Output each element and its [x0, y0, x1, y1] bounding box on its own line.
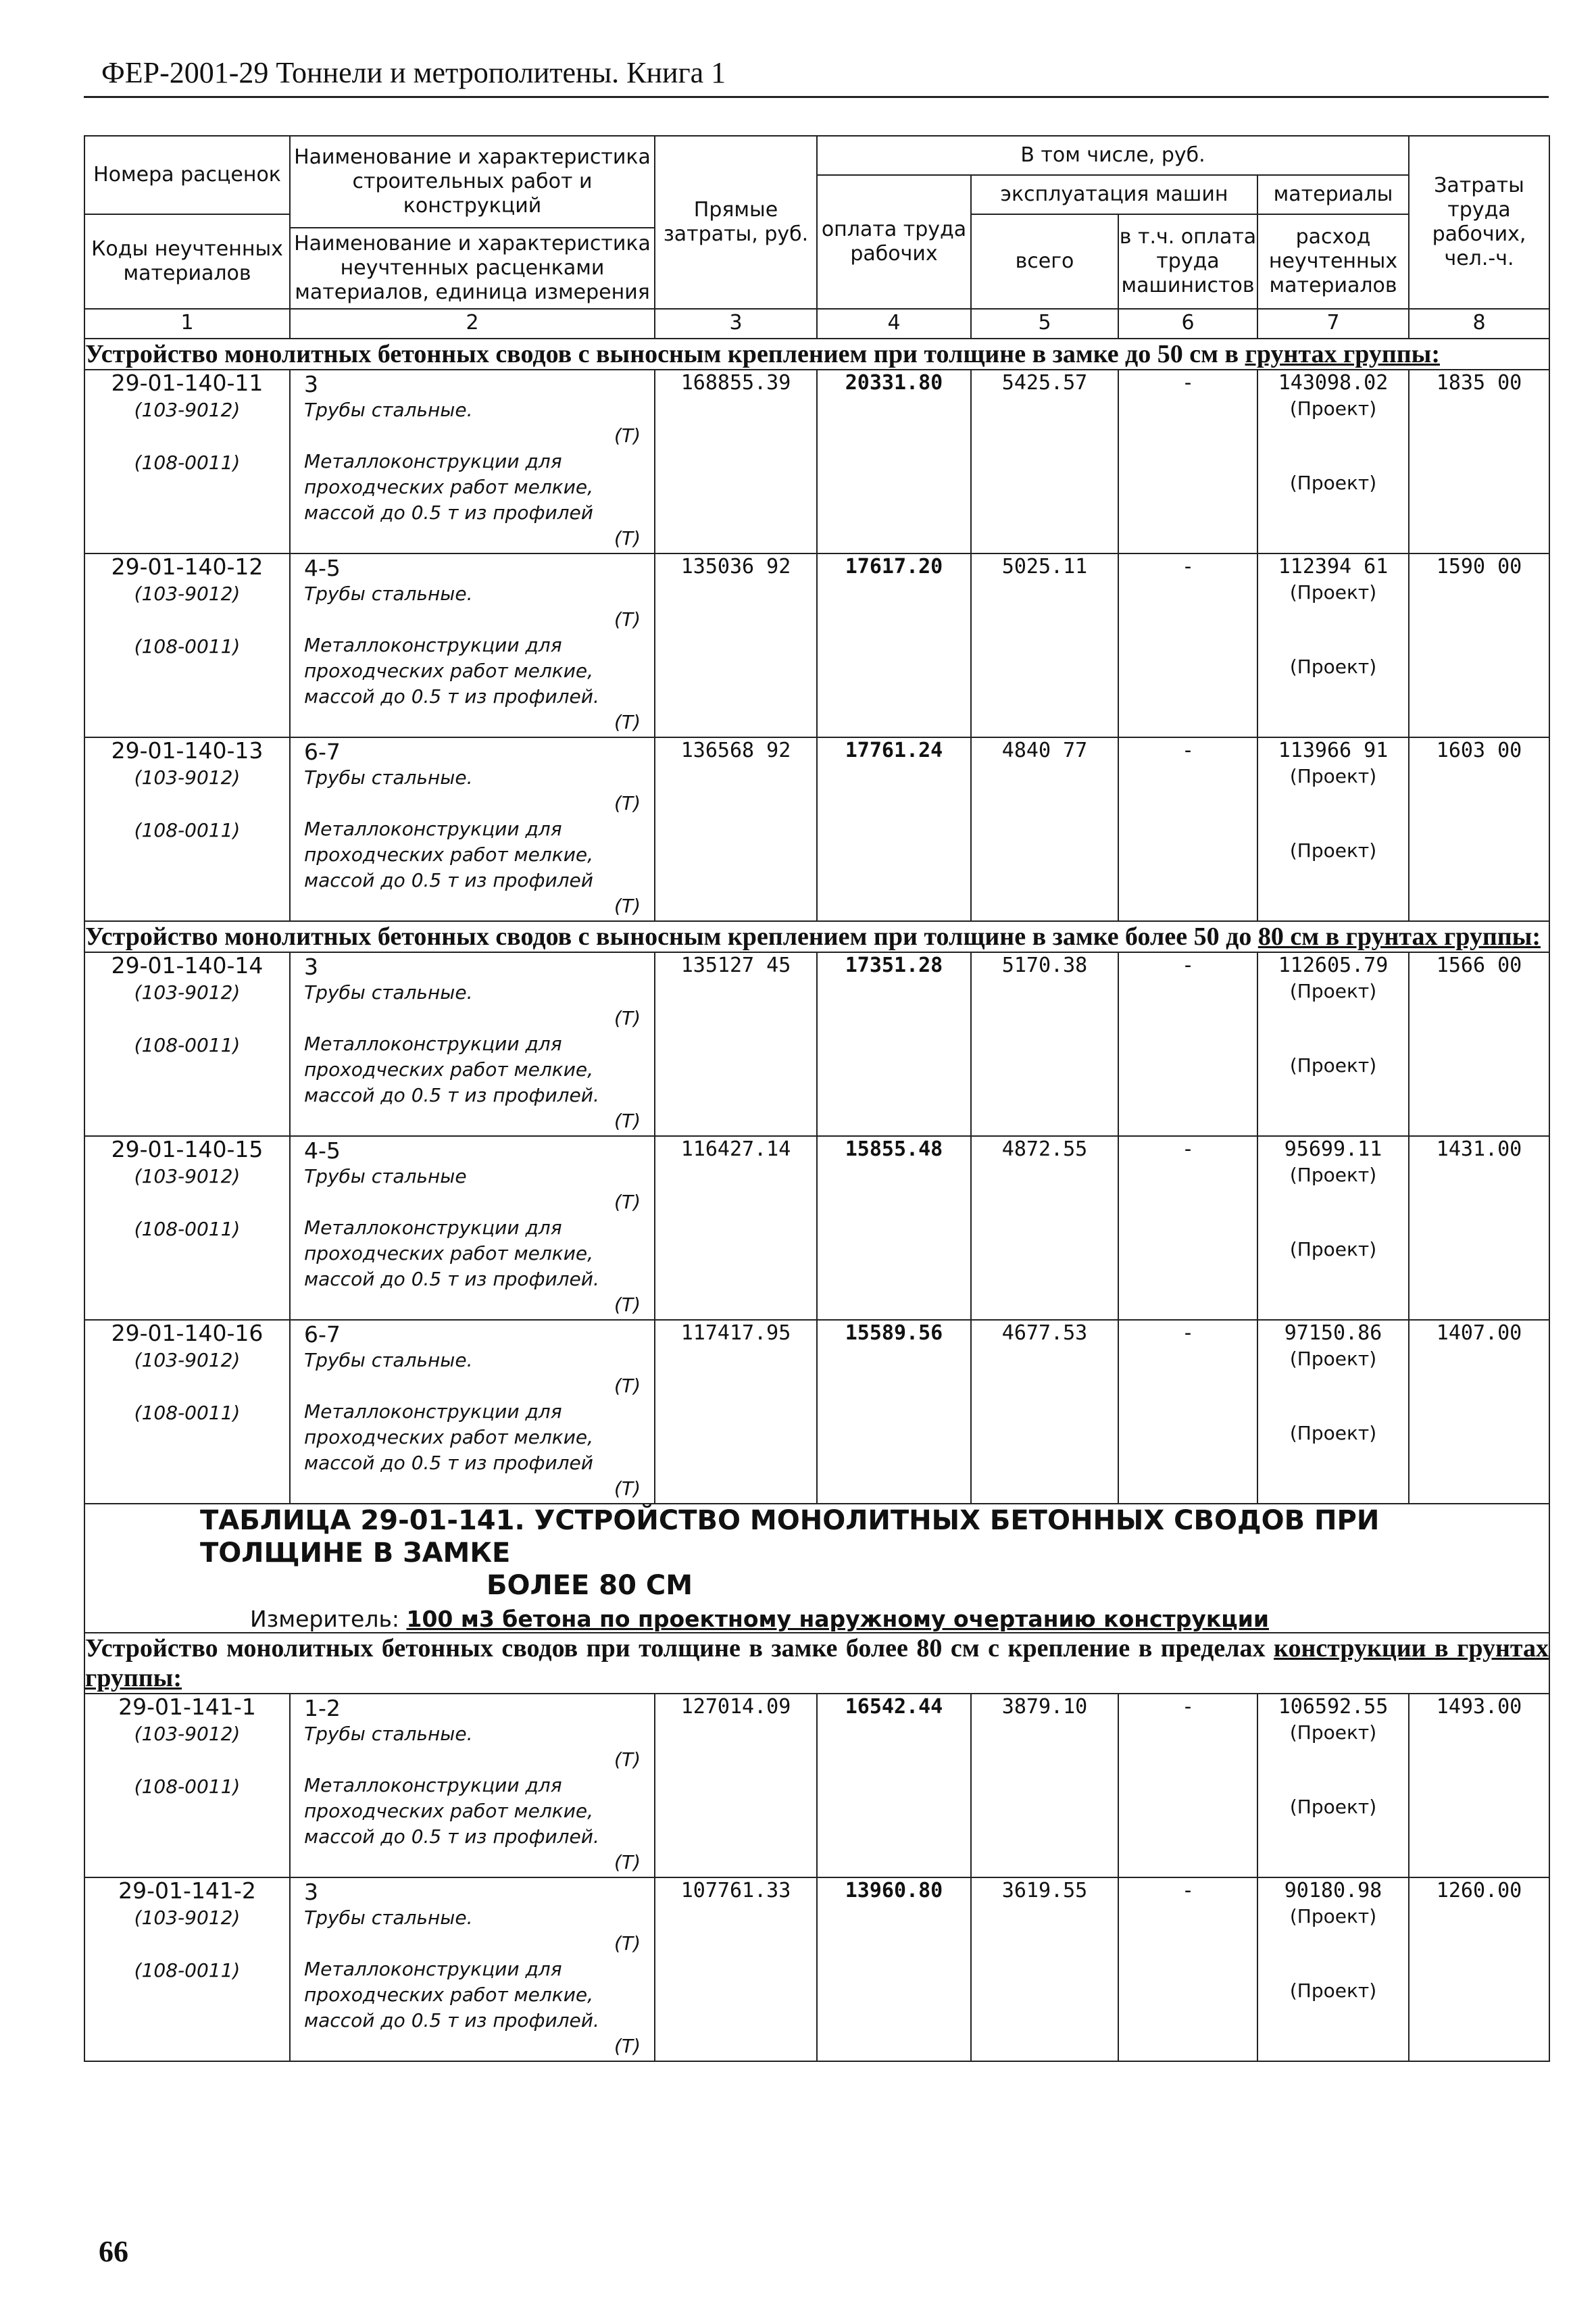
- materials-cost: 106592.55: [1278, 1695, 1389, 1719]
- table-row: [84, 553, 1549, 737]
- material-name: Металлоконструкции для проходческих работ мелкие, массой до 0.5 т из профилей.: [304, 1958, 599, 2032]
- section-heading: Устройство монолитных бетонных сводов при толщине в замке более 80 см с крепление в пределах конструкции в грунтах группы:: [85, 1634, 1549, 1692]
- type-mark: (Т): [614, 2035, 641, 2057]
- type-mark: (Т): [614, 1191, 641, 1213]
- soil-group: 4-5: [304, 1137, 341, 1164]
- wages-cost: 16542.44: [817, 1694, 971, 1877]
- labor-cost: 1407.00: [1409, 1320, 1549, 1504]
- running-header: ФЕР-2001-29 Тоннели и метрополитены. Книга 1: [101, 56, 726, 89]
- material-code: (103-9012): [134, 399, 241, 421]
- project-note: (Проект): [1289, 472, 1377, 494]
- direct-cost: 168855.39: [655, 370, 817, 553]
- code-cell: [84, 1136, 290, 1320]
- material-code: (108-0011): [134, 635, 241, 658]
- machines-cost: 3879.10: [971, 1694, 1118, 1877]
- materials-cost: 112394 61: [1278, 555, 1389, 578]
- type-mark: (Т): [614, 1110, 641, 1132]
- direct-cost: 135036 92: [655, 553, 817, 737]
- wages-cost: 17761.24: [817, 737, 971, 921]
- table-row: [84, 370, 1549, 553]
- table-row: [84, 1136, 1549, 1320]
- rate-code: 29-01-141-1: [118, 1694, 256, 1720]
- code-cell: [84, 1320, 290, 1504]
- material-name: Металлоконструкции для проходческих работ мелкие, массой до 0.5 т из профилей.: [304, 1216, 599, 1290]
- material-name: Трубы стальные: [304, 1165, 467, 1187]
- labor-cost: 1431.00: [1409, 1136, 1549, 1320]
- column-number: 7: [1257, 309, 1409, 339]
- machines-wages: -: [1118, 1694, 1257, 1877]
- wages-cost: 13960.80: [817, 1877, 971, 2061]
- column-number: 2: [290, 309, 655, 339]
- rate-code: 29-01-140-16: [111, 1320, 264, 1346]
- soil-group: 1-2: [304, 1695, 341, 1721]
- machines-cost: 4840 77: [971, 737, 1118, 921]
- material-code: (103-9012): [134, 583, 241, 605]
- section-heading-row: [84, 339, 1549, 370]
- material-code: (103-9012): [134, 1165, 241, 1187]
- page-number: 66: [99, 2235, 128, 2268]
- material-code: (108-0011): [134, 1775, 241, 1798]
- material-name: Металлоконструкции для проходческих работ мелкие, массой до 0.5 т из профилей.: [304, 1033, 599, 1106]
- type-mark: (Т): [614, 527, 641, 549]
- rates-table: [84, 135, 1550, 2062]
- col-head-wages: оплата труда рабочих: [817, 175, 971, 309]
- section-heading-row: [84, 1633, 1549, 1694]
- labor-cost: 1603 00: [1409, 737, 1549, 921]
- col-head-direct: Прямые затраты, руб.: [655, 136, 817, 309]
- table-row: [84, 1320, 1549, 1504]
- material-name: Трубы стальные.: [304, 583, 473, 605]
- materials-cell: [1257, 1136, 1409, 1320]
- code-cell: [84, 553, 290, 737]
- type-mark: (Т): [614, 424, 641, 447]
- name-cell: [290, 952, 655, 1136]
- direct-cost: 116427.14: [655, 1136, 817, 1320]
- labor-cost: 1493.00: [1409, 1694, 1549, 1877]
- project-note: (Проект): [1289, 1238, 1377, 1260]
- col-head-code-unaccounted: Коды неучтенных материалов: [84, 214, 290, 309]
- project-note: (Проект): [1289, 581, 1377, 604]
- code-cell: [84, 737, 290, 921]
- table-title: ТАБЛИЦА 29-01-141. УСТРОЙСТВО МОНОЛИТНЫХ БЕТОННЫХ СВОДОВ ПРИ ТОЛЩИНЕ В ЗАМКЕ БОЛЕЕ 80 СМ: [200, 1505, 1380, 1601]
- table-banner-row: [84, 1504, 1549, 1633]
- table-row: [84, 1694, 1549, 1877]
- col-head-machines-total: всего: [971, 214, 1118, 309]
- type-mark: (Т): [614, 895, 641, 917]
- machines-wages: -: [1118, 370, 1257, 553]
- material-code: (103-9012): [134, 1349, 241, 1371]
- machines-cost: 5425.57: [971, 370, 1118, 553]
- column-number: 1: [84, 309, 290, 339]
- table-row: [84, 737, 1549, 921]
- name-cell: [290, 370, 655, 553]
- col-head-materials: материалы: [1257, 175, 1409, 214]
- project-note: (Проект): [1289, 1905, 1377, 1927]
- materials-cost: 90180.98: [1284, 1879, 1382, 1902]
- wages-cost: 15855.48: [817, 1136, 971, 1320]
- type-mark: (Т): [614, 1851, 641, 1873]
- name-cell: [290, 1320, 655, 1504]
- machines-wages: -: [1118, 1877, 1257, 2061]
- project-note: (Проект): [1289, 1721, 1377, 1744]
- type-mark: (Т): [614, 1477, 641, 1500]
- project-note: (Проект): [1289, 656, 1377, 678]
- machines-cost: 4872.55: [971, 1136, 1118, 1320]
- code-cell: [84, 370, 290, 553]
- material-code: (103-9012): [134, 766, 241, 789]
- machines-cost: 5025.11: [971, 553, 1118, 737]
- project-note: (Проект): [1289, 1164, 1377, 1186]
- soil-group: 3: [304, 371, 318, 397]
- materials-cell: [1257, 952, 1409, 1136]
- wages-cost: 15589.56: [817, 1320, 971, 1504]
- material-code: (103-9012): [134, 981, 241, 1004]
- column-number: 4: [817, 309, 971, 339]
- soil-group: 3: [304, 1879, 318, 1905]
- name-cell: [290, 1694, 655, 1877]
- soil-group: 6-7: [304, 739, 341, 765]
- material-name: Трубы стальные.: [304, 399, 473, 421]
- machines-cost: 3619.55: [971, 1877, 1118, 2061]
- labor-cost: 1260.00: [1409, 1877, 1549, 2061]
- type-mark: (Т): [614, 1932, 641, 1954]
- project-note: (Проект): [1289, 839, 1377, 862]
- col-head-code: Номера расценок: [84, 136, 290, 214]
- project-note: (Проект): [1289, 1422, 1377, 1444]
- col-head-incl: В том числе, руб.: [817, 136, 1409, 175]
- material-name: Трубы стальные.: [304, 1906, 473, 1929]
- type-mark: (Т): [614, 711, 641, 733]
- materials-cell: [1257, 370, 1409, 553]
- material-code: (103-9012): [134, 1723, 241, 1745]
- materials-cell: [1257, 1320, 1409, 1504]
- direct-cost: 107761.33: [655, 1877, 817, 2061]
- materials-cost: 112605.79: [1278, 954, 1389, 977]
- rate-code: 29-01-141-2: [118, 1877, 256, 1904]
- table-meter: Измеритель: 100 м3 бетона по проектному наружному очертанию конструкции: [250, 1606, 1269, 1632]
- labor-cost: 1835 00: [1409, 370, 1549, 553]
- material-code: (103-9012): [134, 1906, 241, 1929]
- material-code: (108-0011): [134, 1034, 241, 1056]
- section-heading: Устройство монолитных бетонных сводов с выносным креплением при толщине в замке более 50 до 80 см в грунтах группы:: [84, 921, 1549, 952]
- col-head-name: Наименование и характеристика строительных работ и конструкций: [290, 136, 655, 228]
- material-code: (108-0011): [134, 451, 241, 474]
- machines-wages: -: [1118, 737, 1257, 921]
- machines-wages: -: [1118, 952, 1257, 1136]
- materials-cell: [1257, 737, 1409, 921]
- material-name: Трубы стальные.: [304, 766, 473, 789]
- materials-cell: [1257, 553, 1409, 737]
- wages-cost: 17351.28: [817, 952, 971, 1136]
- column-number: 3: [655, 309, 817, 339]
- project-note: (Проект): [1289, 980, 1377, 1002]
- materials-cost: 113966 91: [1278, 739, 1389, 762]
- soil-group: 4-5: [304, 555, 341, 581]
- direct-cost: 136568 92: [655, 737, 817, 921]
- material-name: Трубы стальные.: [304, 1349, 473, 1371]
- machines-wages: -: [1118, 1320, 1257, 1504]
- rate-code: 29-01-140-12: [111, 553, 264, 580]
- rate-code: 29-01-140-15: [111, 1136, 264, 1162]
- project-note: (Проект): [1289, 1979, 1377, 2002]
- table-row: [84, 1877, 1549, 2061]
- col-head-materials-unaccounted: расход неучтенных материалов: [1257, 214, 1409, 309]
- column-number: 8: [1409, 309, 1549, 339]
- machines-wages: -: [1118, 1136, 1257, 1320]
- soil-group: 3: [304, 954, 318, 980]
- column-numbers-row: [84, 309, 1549, 339]
- type-mark: (Т): [614, 792, 641, 814]
- project-note: (Проект): [1289, 1796, 1377, 1818]
- material-name: Трубы стальные.: [304, 981, 473, 1004]
- material-name: Металлоконструкции для проходческих работ мелкие, массой до 0.5 т из профилей: [304, 818, 594, 891]
- labor-cost: 1590 00: [1409, 553, 1549, 737]
- header-rule: [84, 96, 1549, 98]
- type-mark: (Т): [614, 1007, 641, 1029]
- code-cell: [84, 1877, 290, 2061]
- name-cell: [290, 1136, 655, 1320]
- type-mark: (Т): [614, 1294, 641, 1316]
- name-cell: [290, 553, 655, 737]
- materials-cost: 95699.11: [1284, 1137, 1382, 1161]
- materials-cell: [1257, 1694, 1409, 1877]
- soil-group: 6-7: [304, 1321, 341, 1348]
- direct-cost: 127014.09: [655, 1694, 817, 1877]
- project-note: (Проект): [1289, 397, 1377, 420]
- direct-cost: 117417.95: [655, 1320, 817, 1504]
- code-cell: [84, 952, 290, 1136]
- column-number: 6: [1118, 309, 1257, 339]
- material-code: (108-0011): [134, 1402, 241, 1424]
- machines-cost: 5170.38: [971, 952, 1118, 1136]
- direct-cost: 135127 45: [655, 952, 817, 1136]
- material-code: (108-0011): [134, 819, 241, 841]
- materials-cell: [1257, 1877, 1409, 2061]
- material-name: Металлоконструкции для проходческих работ мелкие, массой до 0.5 т из профилей.: [304, 634, 599, 708]
- wages-cost: 17617.20: [817, 553, 971, 737]
- col-head-machines: эксплуатация машин: [971, 175, 1257, 214]
- material-code: (108-0011): [134, 1959, 241, 1981]
- machines-cost: 4677.53: [971, 1320, 1118, 1504]
- rate-code: 29-01-140-14: [111, 952, 264, 979]
- material-code: (108-0011): [134, 1218, 241, 1240]
- project-note: (Проект): [1289, 1054, 1377, 1077]
- wages-cost: 20331.80: [817, 370, 971, 553]
- type-mark: (Т): [614, 608, 641, 631]
- material-name: Металлоконструкции для проходческих работ мелкие, массой до 0.5 т из профилей: [304, 450, 594, 524]
- col-head-name-unaccounted: Наименование и характеристика неучтенных расценками материалов, единица измерения: [290, 228, 655, 309]
- type-mark: (Т): [614, 1375, 641, 1397]
- material-name: Металлоконструкции для проходческих работ мелкие, массой до 0.5 т из профилей.: [304, 1774, 599, 1848]
- name-cell: [290, 737, 655, 921]
- machines-wages: -: [1118, 553, 1257, 737]
- material-name: Трубы стальные.: [304, 1723, 473, 1745]
- name-cell: [290, 1877, 655, 2061]
- project-note: (Проект): [1289, 1348, 1377, 1370]
- project-note: (Проект): [1289, 765, 1377, 787]
- rate-code: 29-01-140-11: [111, 370, 264, 396]
- column-number: 5: [971, 309, 1118, 339]
- table-banner: [84, 1504, 1549, 1633]
- materials-cost: 97150.86: [1284, 1321, 1382, 1345]
- material-name: Металлоконструкции для проходческих работ мелкие, массой до 0.5 т из профилей: [304, 1400, 594, 1474]
- materials-cost: 143098.02: [1278, 371, 1389, 395]
- labor-cost: 1566 00: [1409, 952, 1549, 1136]
- col-head-machines-wages: в т.ч. оплата труда машинистов: [1118, 214, 1257, 309]
- col-head-labor: Затраты труда рабочих, чел.-ч.: [1409, 136, 1549, 309]
- type-mark: (Т): [614, 1748, 641, 1771]
- table-row: [84, 952, 1549, 1136]
- rate-code: 29-01-140-13: [111, 737, 264, 764]
- code-cell: [84, 1694, 290, 1877]
- section-heading: Устройство монолитных бетонных сводов с выносным креплением при толщине в замке до 50 см в грунтах группы:: [84, 339, 1549, 370]
- section-heading-row: [84, 921, 1549, 952]
